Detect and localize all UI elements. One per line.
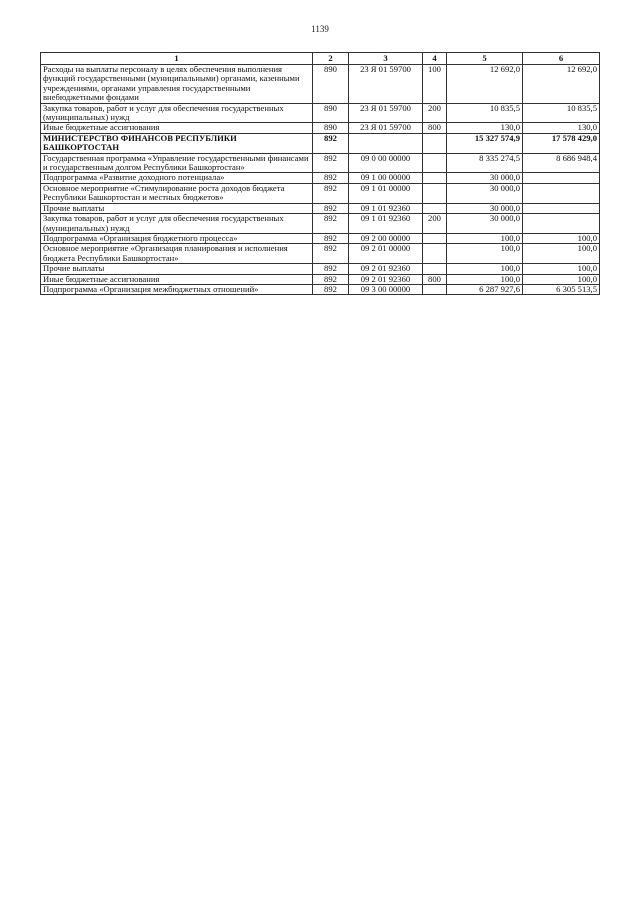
expense-type-cell xyxy=(423,233,447,243)
table-row xyxy=(41,284,600,294)
expense-type-cell: 800 xyxy=(423,274,447,284)
table-header-row xyxy=(41,53,600,65)
ministry-code-cell: 892 xyxy=(313,133,349,153)
amount-year1-cell: 30 000,0 xyxy=(447,173,523,183)
table-row xyxy=(41,103,600,123)
expense-type-cell xyxy=(423,133,447,153)
amount-year2-cell: 6 305 513,5 xyxy=(523,284,600,294)
amount-year2-cell: 100,0 xyxy=(523,233,600,243)
ministry-code-cell: 892 xyxy=(313,214,349,234)
ministry-code-cell: 892 xyxy=(313,173,349,183)
table-row xyxy=(41,173,600,183)
page-number: 1139 xyxy=(311,24,329,34)
table-row xyxy=(41,183,600,203)
target-article-cell: 23 Я 01 59700 xyxy=(349,65,423,104)
budget-table xyxy=(40,52,600,295)
amount-year1-cell: 12 692,0 xyxy=(447,65,523,104)
row-name-cell: Расходы на выплаты персоналу в целях обеспечения выполнения функций государственными (муниципальными) органами, казенными учреждениями, органами управления государственными внебюджетными фондами xyxy=(41,65,313,104)
target-article-cell: 09 1 01 92360 xyxy=(349,214,423,234)
table-row xyxy=(41,264,600,274)
row-name-cell: Основное мероприятие «Организация планирования и исполнения бюджета Республики Башкортостан» xyxy=(41,244,313,264)
column-header-3: 3 xyxy=(349,53,423,65)
expense-type-cell: 100 xyxy=(423,65,447,104)
ministry-code-cell: 892 xyxy=(313,183,349,203)
row-name-cell: Государственная программа «Управление государственными финансами и государственным долгом Республики Башкортостан» xyxy=(41,153,313,173)
target-article-cell: 09 1 01 92360 xyxy=(349,203,423,213)
amount-year1-cell: 100,0 xyxy=(447,274,523,284)
target-article-cell: 23 Я 01 59700 xyxy=(349,103,423,123)
amount-year2-cell: 130,0 xyxy=(523,123,600,133)
expense-type-cell xyxy=(423,203,447,213)
amount-year1-cell: 100,0 xyxy=(447,244,523,264)
expense-type-cell xyxy=(423,153,447,173)
ministry-code-cell: 892 xyxy=(313,233,349,243)
expense-type-cell: 800 xyxy=(423,123,447,133)
amount-year2-cell: 8 686 948,4 xyxy=(523,153,600,173)
expense-type-cell: 200 xyxy=(423,214,447,234)
table-row xyxy=(41,244,600,264)
expense-type-cell xyxy=(423,284,447,294)
ministry-code-cell: 892 xyxy=(313,264,349,274)
target-article-cell: 09 2 01 92360 xyxy=(349,274,423,284)
target-article-cell: 09 2 00 00000 xyxy=(349,233,423,243)
table-row xyxy=(41,214,600,234)
target-article-cell: 09 1 01 00000 xyxy=(349,183,423,203)
expense-type-cell xyxy=(423,264,447,274)
ministry-code-cell: 890 xyxy=(313,65,349,104)
ministry-code-cell: 892 xyxy=(313,203,349,213)
amount-year1-cell: 30 000,0 xyxy=(447,203,523,213)
ministry-code-cell: 890 xyxy=(313,123,349,133)
column-header-6: 6 xyxy=(523,53,600,65)
column-header-5: 5 xyxy=(447,53,523,65)
row-name-cell: Иные бюджетные ассигнования xyxy=(41,123,313,133)
amount-year1-cell: 10 835,5 xyxy=(447,103,523,123)
amount-year2-cell xyxy=(523,214,600,234)
amount-year2-cell xyxy=(523,203,600,213)
row-name-cell: Подпрограмма «Организация межбюджетных отношений» xyxy=(41,284,313,294)
amount-year2-cell: 10 835,5 xyxy=(523,103,600,123)
row-name-cell: Основное мероприятие «Стимулирование роста доходов бюджета Республики Башкортостан и местных бюджетов» xyxy=(41,183,313,203)
row-name-cell: Прочие выплаты xyxy=(41,203,313,213)
amount-year2-cell: 100,0 xyxy=(523,274,600,284)
row-name-cell: Закупка товаров, работ и услуг для обеспечения государственных (муниципальных) нужд xyxy=(41,214,313,234)
amount-year2-cell: 100,0 xyxy=(523,264,600,274)
amount-year1-cell: 30 000,0 xyxy=(447,183,523,203)
amount-year1-cell: 100,0 xyxy=(447,233,523,243)
table-row xyxy=(41,274,600,284)
table-row xyxy=(41,123,600,133)
amount-year1-cell: 8 335 274,5 xyxy=(447,153,523,173)
table-body xyxy=(41,65,600,295)
ministry-code-cell: 892 xyxy=(313,153,349,173)
table-row xyxy=(41,203,600,213)
row-name-cell: Подпрограмма «Развитие доходного потенциала» xyxy=(41,173,313,183)
amount-year2-cell xyxy=(523,183,600,203)
amount-year2-cell: 17 578 429,0 xyxy=(523,133,600,153)
expense-type-cell xyxy=(423,183,447,203)
amount-year2-cell xyxy=(523,173,600,183)
amount-year1-cell: 30 000,0 xyxy=(447,214,523,234)
target-article-cell: 23 Я 01 59700 xyxy=(349,123,423,133)
amount-year1-cell: 100,0 xyxy=(447,264,523,274)
target-article-cell: 09 3 00 00000 xyxy=(349,284,423,294)
ministry-code-cell: 892 xyxy=(313,284,349,294)
expense-type-cell xyxy=(423,244,447,264)
row-name-cell: Прочие выплаты xyxy=(41,264,313,274)
target-article-cell: 09 2 01 92360 xyxy=(349,264,423,274)
amount-year1-cell: 15 327 574,9 xyxy=(447,133,523,153)
amount-year2-cell: 12 692,0 xyxy=(523,65,600,104)
amount-year1-cell: 6 287 927,6 xyxy=(447,284,523,294)
ministry-code-cell: 890 xyxy=(313,103,349,123)
amount-year1-cell: 130,0 xyxy=(447,123,523,133)
row-name-cell: Иные бюджетные ассигнования xyxy=(41,274,313,284)
target-article-cell: 09 2 01 00000 xyxy=(349,244,423,264)
target-article-cell: 09 0 00 00000 xyxy=(349,153,423,173)
table-row xyxy=(41,233,600,243)
table-row xyxy=(41,153,600,173)
column-header-1: 1 xyxy=(41,53,313,65)
row-name-cell: Закупка товаров, работ и услуг для обеспечения государственных (муниципальных) нужд xyxy=(41,103,313,123)
target-article-cell: 09 1 00 00000 xyxy=(349,173,423,183)
row-name-cell: МИНИСТЕРСТВО ФИНАНСОВ РЕСПУБЛИКИ БАШКОРТОСТАН xyxy=(41,133,313,153)
table-row xyxy=(41,65,600,104)
column-header-4: 4 xyxy=(423,53,447,65)
expense-type-cell: 200 xyxy=(423,103,447,123)
column-header-2: 2 xyxy=(313,53,349,65)
row-name-cell: Подпрограмма «Организация бюджетного процесса» xyxy=(41,233,313,243)
amount-year2-cell: 100,0 xyxy=(523,244,600,264)
ministry-code-cell: 892 xyxy=(313,244,349,264)
target-article-cell xyxy=(349,133,423,153)
table-row xyxy=(41,133,600,153)
ministry-code-cell: 892 xyxy=(313,274,349,284)
expense-type-cell xyxy=(423,173,447,183)
